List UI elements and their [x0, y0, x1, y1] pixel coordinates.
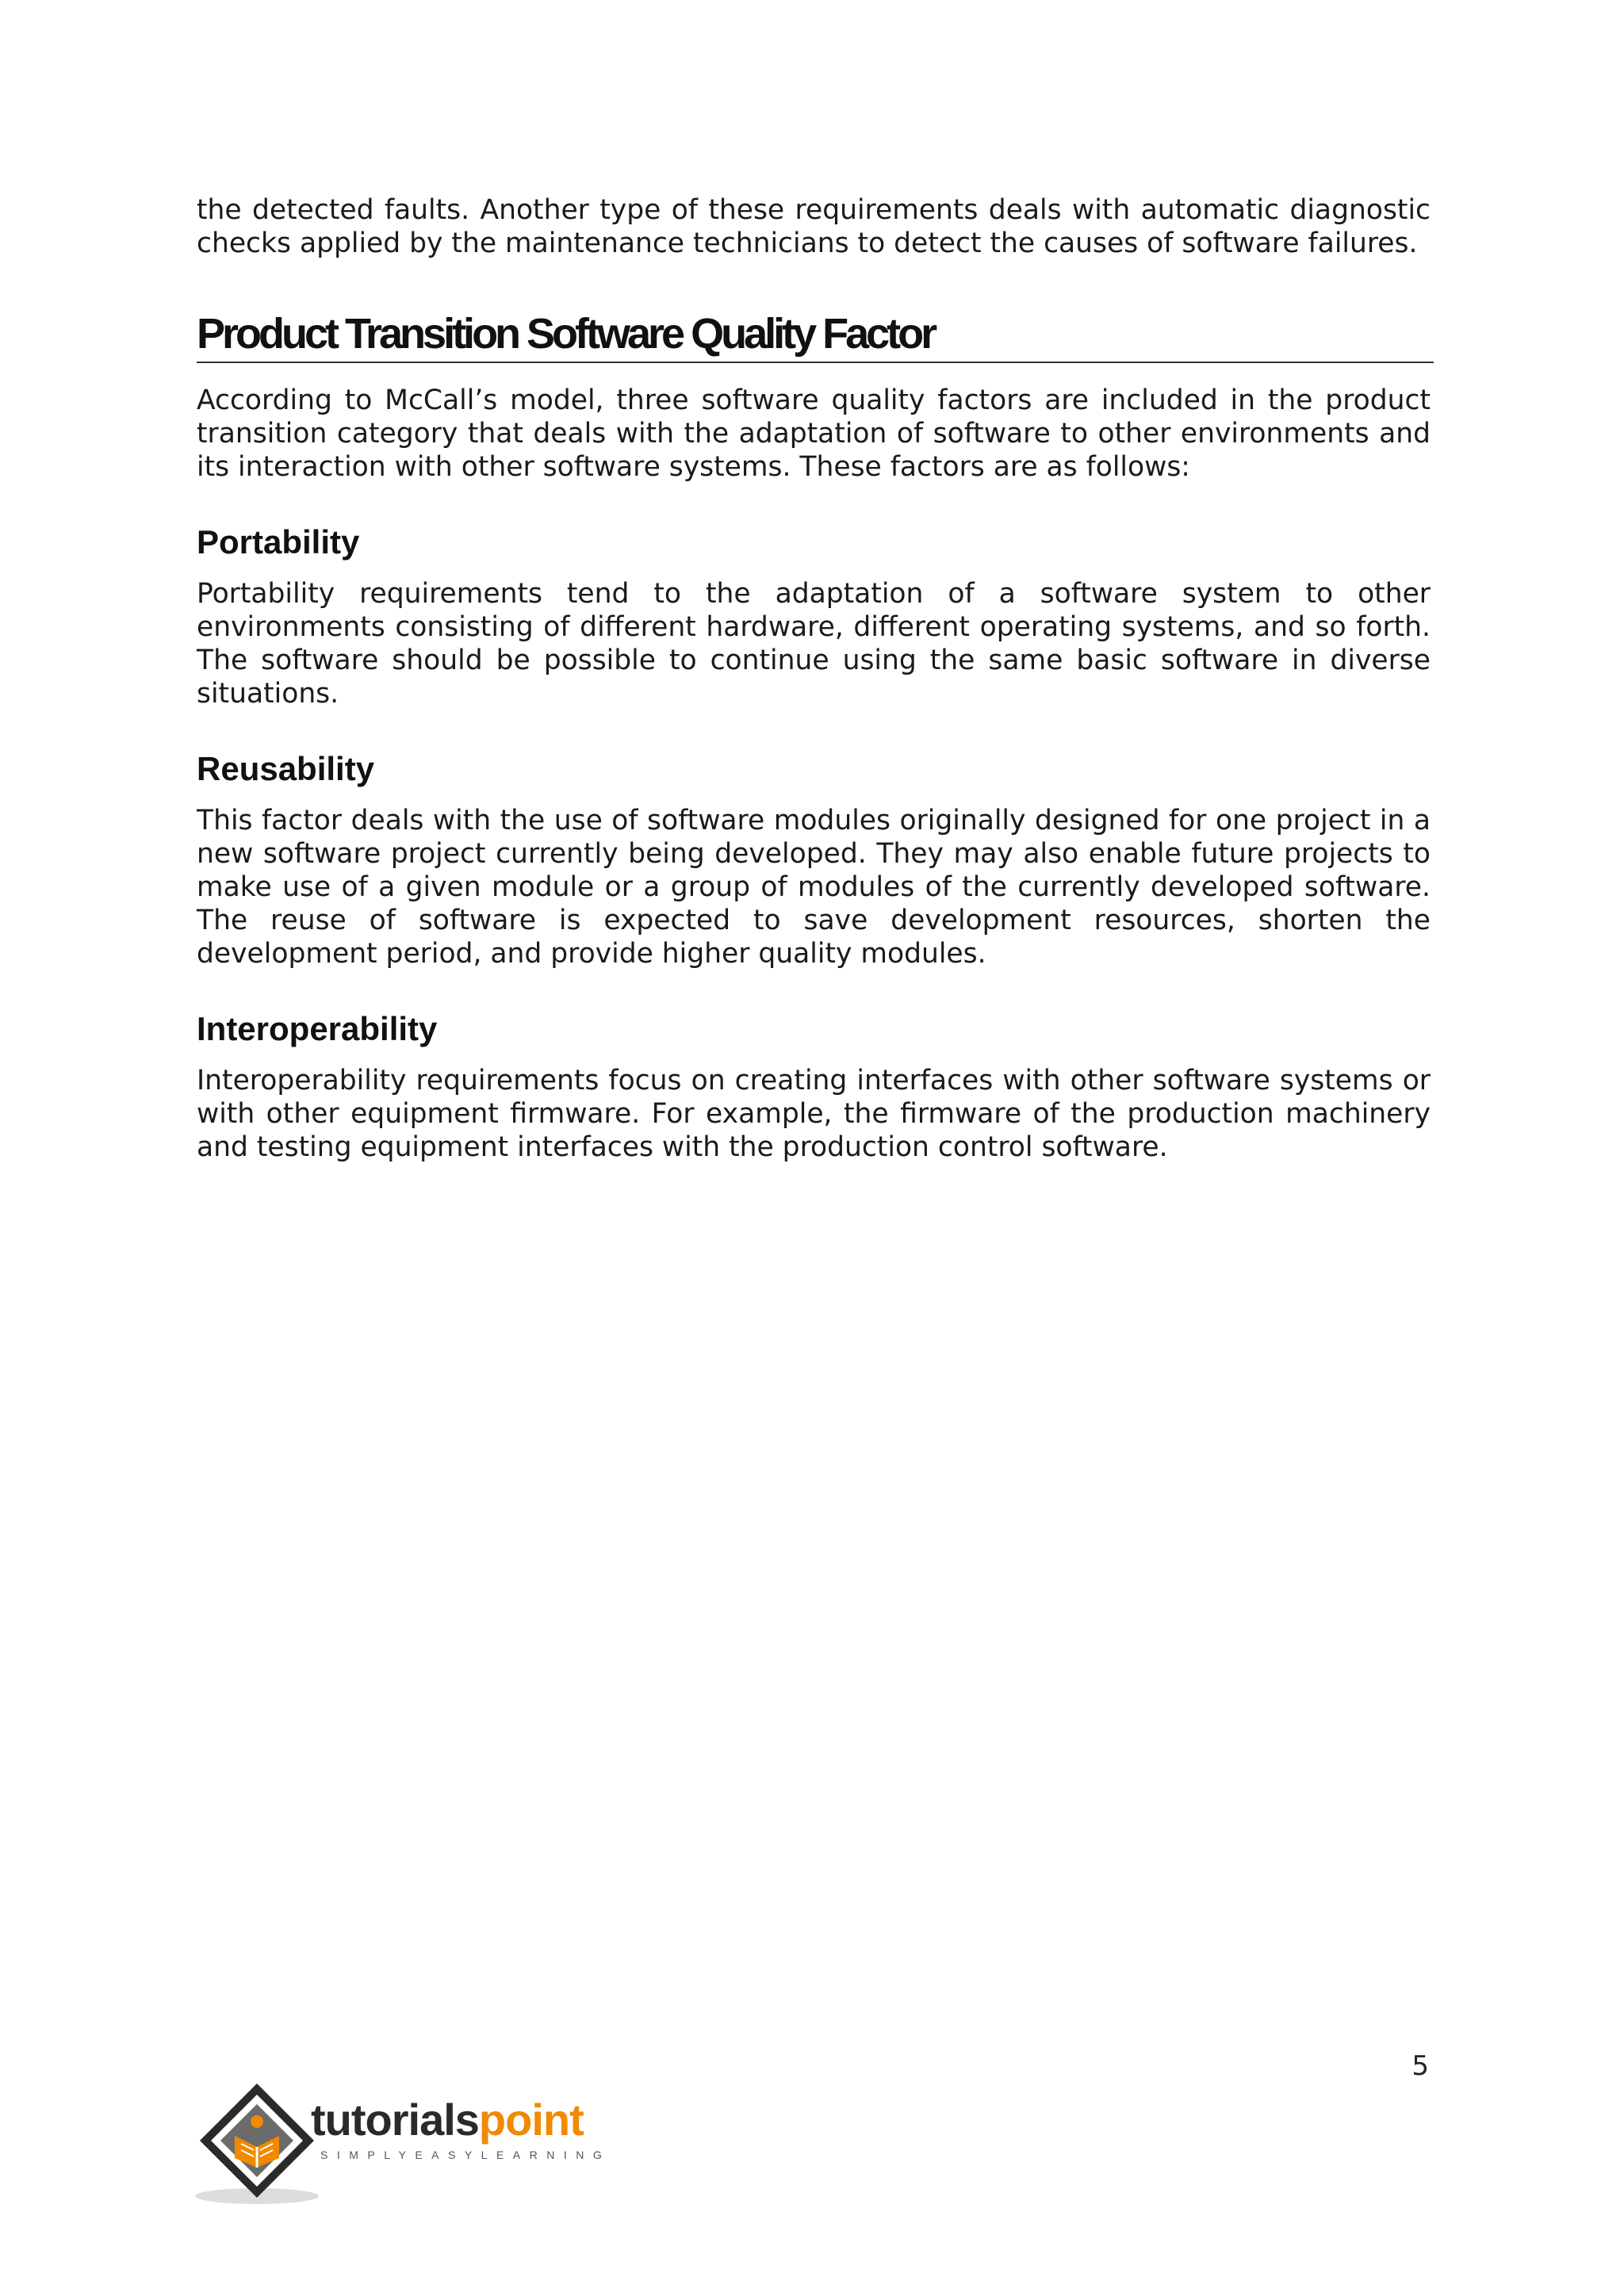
subsection-heading-interoperability: Interoperability [197, 1010, 438, 1047]
intro-paragraph: the detected faults. Another type of these requirements deals with automatic diagnostic checks applied by the maintenance technicians to detect the causes of software failures. [197, 194, 1431, 259]
logo-wordmark [311, 2096, 584, 2144]
subsection-body-portability: Portability requirements tend to the adaptation of a software system to other environments consisting of different hardware, different operating systems, and so forth. The software should be possible to continue using the same basic software in diverse situations. [197, 578, 1431, 710]
page-content [197, 193, 1431, 1164]
tutorialspoint-logo-icon [193, 2080, 320, 2207]
subsection-heading-portability: Portability [197, 523, 360, 561]
section-title: Product Transition Software Quality Factor [197, 310, 935, 358]
section-title-rule [197, 362, 1434, 363]
subsection-body-reusability: This factor deals with the use of software modules originally designed for one project in a new software project currently being developed. They may also enable future projects to make use of a given module or a group of modules of the currently developed software. The reuse of software is expected to save development resources, shorten the development period, and provide higher quality modules. [197, 805, 1431, 970]
logo-tagline: SIMPLYEASYLEARNING [320, 2149, 611, 2161]
subsection-body-interoperability: Interoperability requirements focus on creating interfaces with other software systems or with other equipment firmware. For example, the firmware of the production machinery and testing equipment interfaces with the production control software. [197, 1065, 1431, 1163]
logo-word-tutorials: tutorials [311, 2095, 479, 2145]
tutorialspoint-logo [193, 2080, 611, 2207]
logo-word-point: point [478, 2095, 584, 2145]
page-number: 5 [1411, 2050, 1429, 2082]
section-intro: According to McCall’s model, three software quality factors are included in the product transition category that deals with the adaptation of software to other environments and its interaction with other software systems. These factors are as follows: [197, 385, 1431, 483]
subsection-heading-reusability: Reusability [197, 750, 375, 787]
